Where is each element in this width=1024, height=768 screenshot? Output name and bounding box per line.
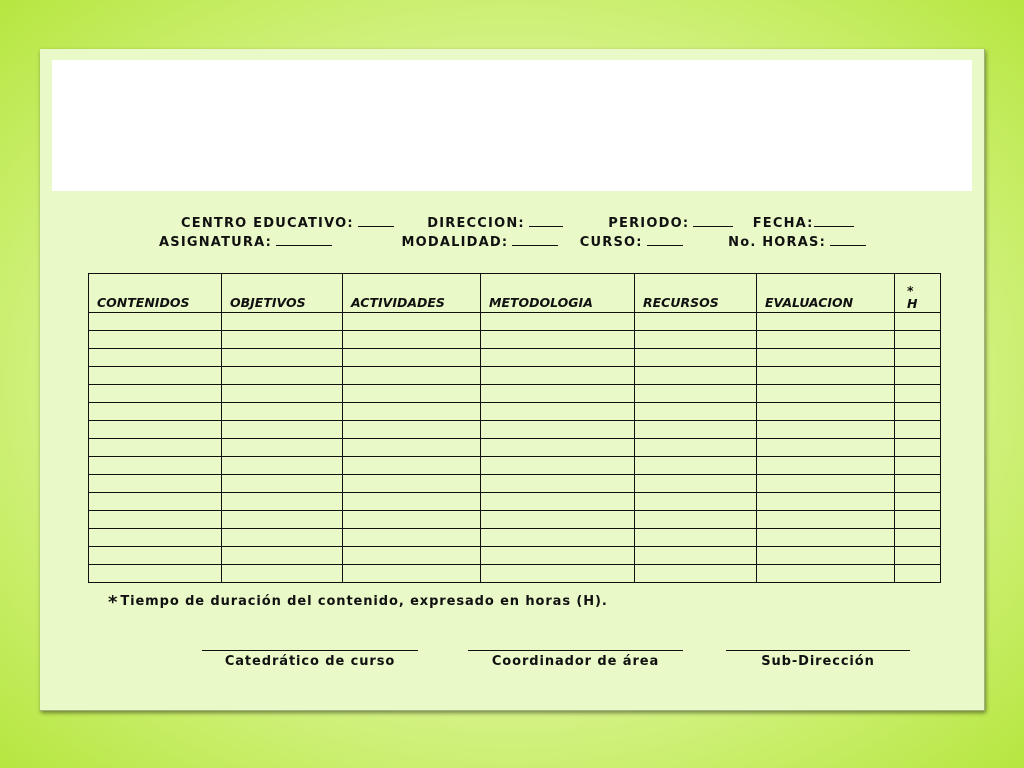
asignatura-blank (276, 234, 332, 246)
column-header: EVALUACION (757, 274, 895, 313)
table-row (89, 565, 941, 583)
table-cell (89, 421, 222, 439)
table-cell (222, 547, 343, 565)
table-cell (481, 421, 635, 439)
table-cell (757, 367, 895, 385)
table-cell (481, 331, 635, 349)
table-cell (481, 313, 635, 331)
table-cell (481, 565, 635, 583)
table-cell (757, 331, 895, 349)
footnote (108, 592, 608, 613)
centro-educativo-blank (358, 215, 394, 227)
table-cell (757, 403, 895, 421)
table-cell (481, 457, 635, 475)
table-cell (635, 385, 757, 403)
table-cell (757, 313, 895, 331)
table-cell (222, 529, 343, 547)
table-row (89, 475, 941, 493)
centro-educativo-label: CENTRO EDUCATIVO: (181, 216, 354, 231)
table-cell (757, 349, 895, 367)
table-cell (343, 331, 481, 349)
signature-line (726, 650, 910, 651)
table-cell (757, 439, 895, 457)
table-cell (481, 349, 635, 367)
table-cell (343, 313, 481, 331)
table-cell (895, 457, 941, 475)
table-cell (895, 493, 941, 511)
signature-catedratico (202, 650, 418, 669)
table-cell (222, 385, 343, 403)
table-cell (635, 421, 757, 439)
table-cell (757, 385, 895, 403)
hours-star: * (907, 283, 914, 298)
signature-line (202, 650, 418, 651)
table-cell (89, 493, 222, 511)
table-cell (635, 511, 757, 529)
table-cell (895, 313, 941, 331)
table-cell (343, 565, 481, 583)
table-cell (635, 565, 757, 583)
table-cell (757, 475, 895, 493)
table-cell (89, 457, 222, 475)
table-cell (343, 475, 481, 493)
table-cell (222, 421, 343, 439)
table-cell (222, 313, 343, 331)
table-cell (895, 439, 941, 457)
table-cell (343, 385, 481, 403)
signature-line (468, 650, 683, 651)
table-cell (635, 367, 757, 385)
table-cell (481, 385, 635, 403)
table-cell (481, 439, 635, 457)
periodo-blank (693, 215, 733, 227)
direccion-blank (529, 215, 563, 227)
table-cell (343, 493, 481, 511)
table-row (89, 493, 941, 511)
table-cell (89, 331, 222, 349)
table-cell (481, 511, 635, 529)
table-cell (757, 511, 895, 529)
horas-label: No. HORAS: (728, 235, 826, 250)
table-cell (222, 367, 343, 385)
table-cell (635, 349, 757, 367)
horas-blank (830, 234, 866, 246)
table-cell (89, 547, 222, 565)
table-cell (343, 403, 481, 421)
table-cell (481, 475, 635, 493)
table-cell (89, 475, 222, 493)
table-cell (222, 331, 343, 349)
table-cell (895, 529, 941, 547)
fecha-label: FECHA: (752, 216, 814, 231)
table-row (89, 367, 941, 385)
table-body (89, 313, 941, 583)
fecha-blank (814, 215, 854, 227)
table-cell (481, 529, 635, 547)
table-cell (635, 313, 757, 331)
table-cell (895, 403, 941, 421)
table-cell (757, 493, 895, 511)
table-cell (343, 349, 481, 367)
table-row (89, 457, 941, 475)
table-row (89, 313, 941, 331)
column-header: RECURSOS (635, 274, 757, 313)
modalidad-label: MODALIDAD: (401, 235, 509, 250)
table-row (89, 529, 941, 547)
table-cell (343, 439, 481, 457)
table-cell (222, 439, 343, 457)
table-cell (222, 565, 343, 583)
footnote-text: Tiempo de duración del contenido, expresado en horas (H). (120, 594, 608, 609)
table-cell (89, 367, 222, 385)
table-cell (481, 367, 635, 385)
periodo-label: PERIODO: (608, 216, 690, 231)
table-cell (343, 421, 481, 439)
table-cell (757, 547, 895, 565)
table-cell (343, 529, 481, 547)
column-header: OBJETIVOS (222, 274, 343, 313)
table-cell (895, 331, 941, 349)
table-cell (635, 457, 757, 475)
table-cell (895, 349, 941, 367)
table-cell (89, 313, 222, 331)
table-cell (222, 493, 343, 511)
modalidad-blank (512, 234, 558, 246)
info-line-2 (159, 234, 866, 250)
table-cell (222, 475, 343, 493)
table-cell (895, 475, 941, 493)
asignatura-label: ASIGNATURA: (159, 235, 272, 250)
planning-table (88, 273, 941, 583)
table-cell (895, 565, 941, 583)
table-row (89, 331, 941, 349)
signature-label: Coordinador de área (491, 654, 660, 669)
table-cell (895, 547, 941, 565)
table-cell (635, 403, 757, 421)
signature-label: Sub-Dirección (761, 654, 875, 669)
table-row (89, 439, 941, 457)
table-cell (895, 421, 941, 439)
table-cell (757, 457, 895, 475)
curso-label: CURSO: (579, 235, 643, 250)
table-cell (89, 529, 222, 547)
table-cell (222, 403, 343, 421)
table-cell (89, 565, 222, 583)
table-cell (635, 331, 757, 349)
signature-coordinador (468, 650, 683, 669)
form-sheet (40, 49, 985, 711)
hours-column-header (895, 274, 941, 313)
info-line-1 (181, 215, 854, 231)
column-header: CONTENIDOS (89, 274, 222, 313)
signature-label: Catedrático de curso (224, 654, 396, 669)
blank-header-area (52, 60, 972, 191)
table-cell (481, 403, 635, 421)
curso-blank (647, 234, 683, 246)
table-cell (895, 511, 941, 529)
table-cell (757, 565, 895, 583)
table-cell (757, 421, 895, 439)
table-cell (343, 511, 481, 529)
table-cell (89, 385, 222, 403)
table-cell (89, 511, 222, 529)
table-cell (895, 385, 941, 403)
direccion-label: DIRECCION: (427, 216, 525, 231)
table-cell (343, 547, 481, 565)
table-cell (635, 493, 757, 511)
table-cell (635, 439, 757, 457)
table-cell (895, 367, 941, 385)
table-cell (222, 457, 343, 475)
table-cell (481, 493, 635, 511)
table-cell (481, 547, 635, 565)
table-cell (635, 529, 757, 547)
table-cell (757, 529, 895, 547)
table-cell (343, 457, 481, 475)
column-header: METODOLOGIA (481, 274, 635, 313)
table-cell (222, 349, 343, 367)
table-cell (635, 475, 757, 493)
table-header-row (89, 274, 941, 313)
table-cell (222, 511, 343, 529)
table-row (89, 511, 941, 529)
table-cell (89, 403, 222, 421)
table-row (89, 349, 941, 367)
table-cell (635, 547, 757, 565)
table-row (89, 547, 941, 565)
column-header: ACTIVIDADES (343, 274, 481, 313)
table-row (89, 421, 941, 439)
table-row (89, 403, 941, 421)
table-cell (89, 349, 222, 367)
footnote-star: * (108, 592, 119, 613)
signature-subdireccion (726, 650, 910, 669)
table-cell (343, 367, 481, 385)
table-row (89, 385, 941, 403)
hours-letter: H (907, 296, 918, 311)
table-cell (89, 439, 222, 457)
